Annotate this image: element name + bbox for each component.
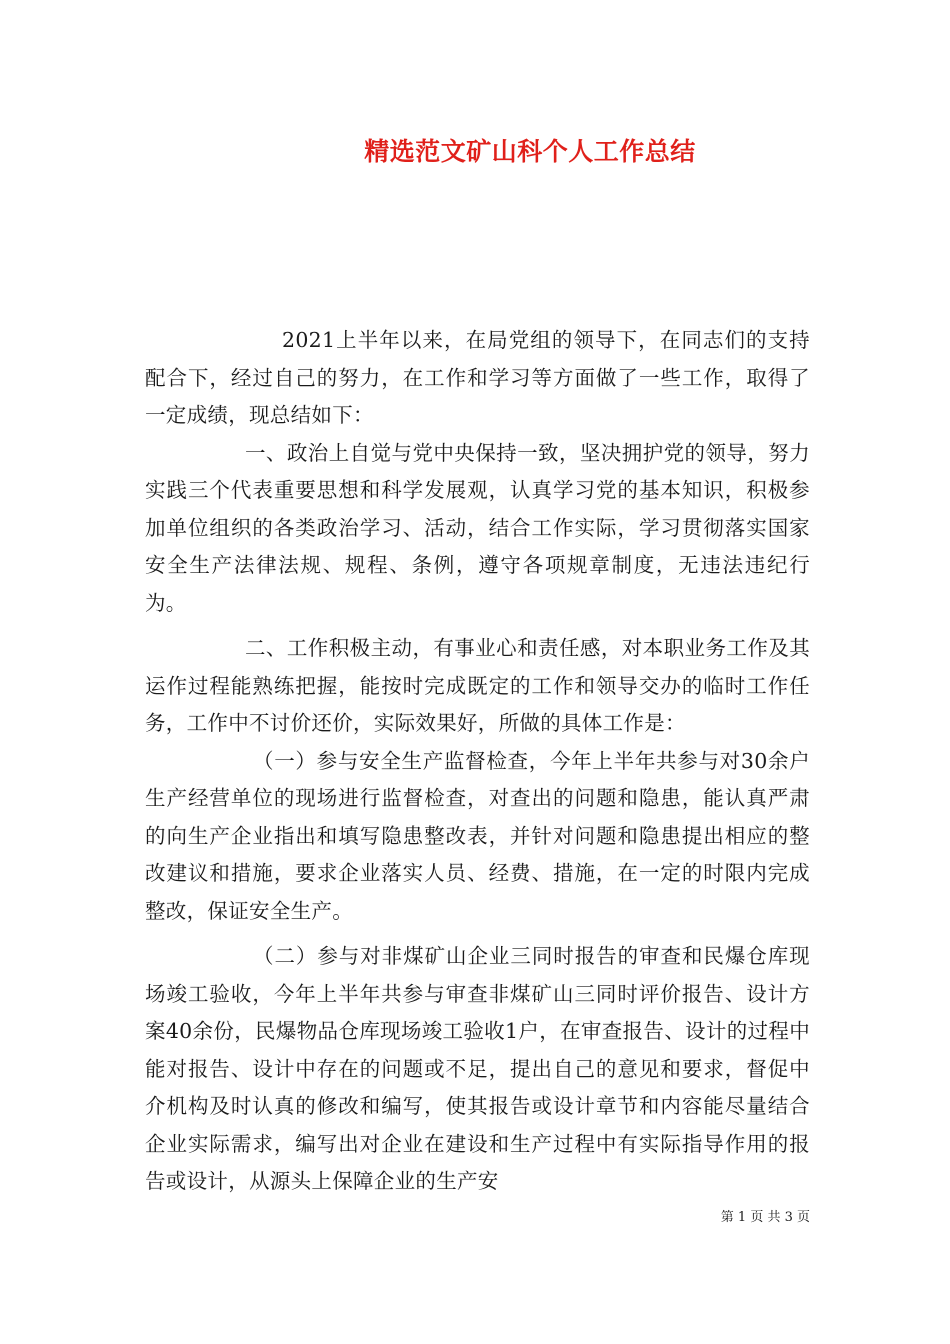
paragraph-intro: 2021上半年以来，在局党组的领导下，在同志们的支持配合下，经过自己的努力，在工作和学习等方面做了一些工作，取得了一定成绩，现总结如下： bbox=[145, 328, 810, 427]
document-title: 精选范文矿山科个人工作总结 bbox=[364, 137, 696, 166]
paragraph-subsection-1: （一）参与安全生产监督检查，今年上半年共参与对30余户生产经营单位的现场进行监督检查，对查出的问题和隐患，能认真严肃的向生产企业指出和填写隐患整改表，并针对问题和隐患提出相应的整改建议和措施，要求企业落实人员、经费、措施，在一定的时限内完成整改，保证安全生产。 bbox=[145, 748, 810, 923]
paragraph-subsection-2: （二）参与对非煤矿山企业三同时报告的审查和民爆仓库现场竣工验收，今年上半年共参与审查非煤矿山三同时评价报告、设计方案40余份，民爆物品仓库现场竣工验收1户，在审查报告、设计的过程中能对报告、设计中存在的问题或不足，提出自己的意见和要求，督促中介机构及时认真的修改和编写，使其报告或设计章节和内容能尽量结合企业实际需求，编写出对企业在建设和生产过程中有实际指导作用的报告或设计，从源头上保障企业的生产安 bbox=[145, 944, 810, 1193]
document-body bbox=[145, 322, 810, 1201]
page-number: 第 1 页 共 3 页 bbox=[720, 1210, 810, 1225]
paragraph-section-1: 一、政治上自觉与党中央保持一致，坚决拥护党的领导，努力实践三个代表重要思想和科学发展观，认真学习党的基本知识，积极参加单位组织的各类政治学习、活动，结合工作实际，学习贯彻落实国家安全生产法律法规、规程、条例，遵守各项规章制度，无违法违纪行为。 bbox=[145, 440, 810, 615]
paragraph-section-2: 二、工作积极主动，有事业心和责任感，对本职业务工作及其运作过程能熟练把握，能按时完成既定的工作和领导交办的临时工作任务，工作中不讨价还价，实际效果好，所做的具体工作是： bbox=[145, 636, 810, 735]
